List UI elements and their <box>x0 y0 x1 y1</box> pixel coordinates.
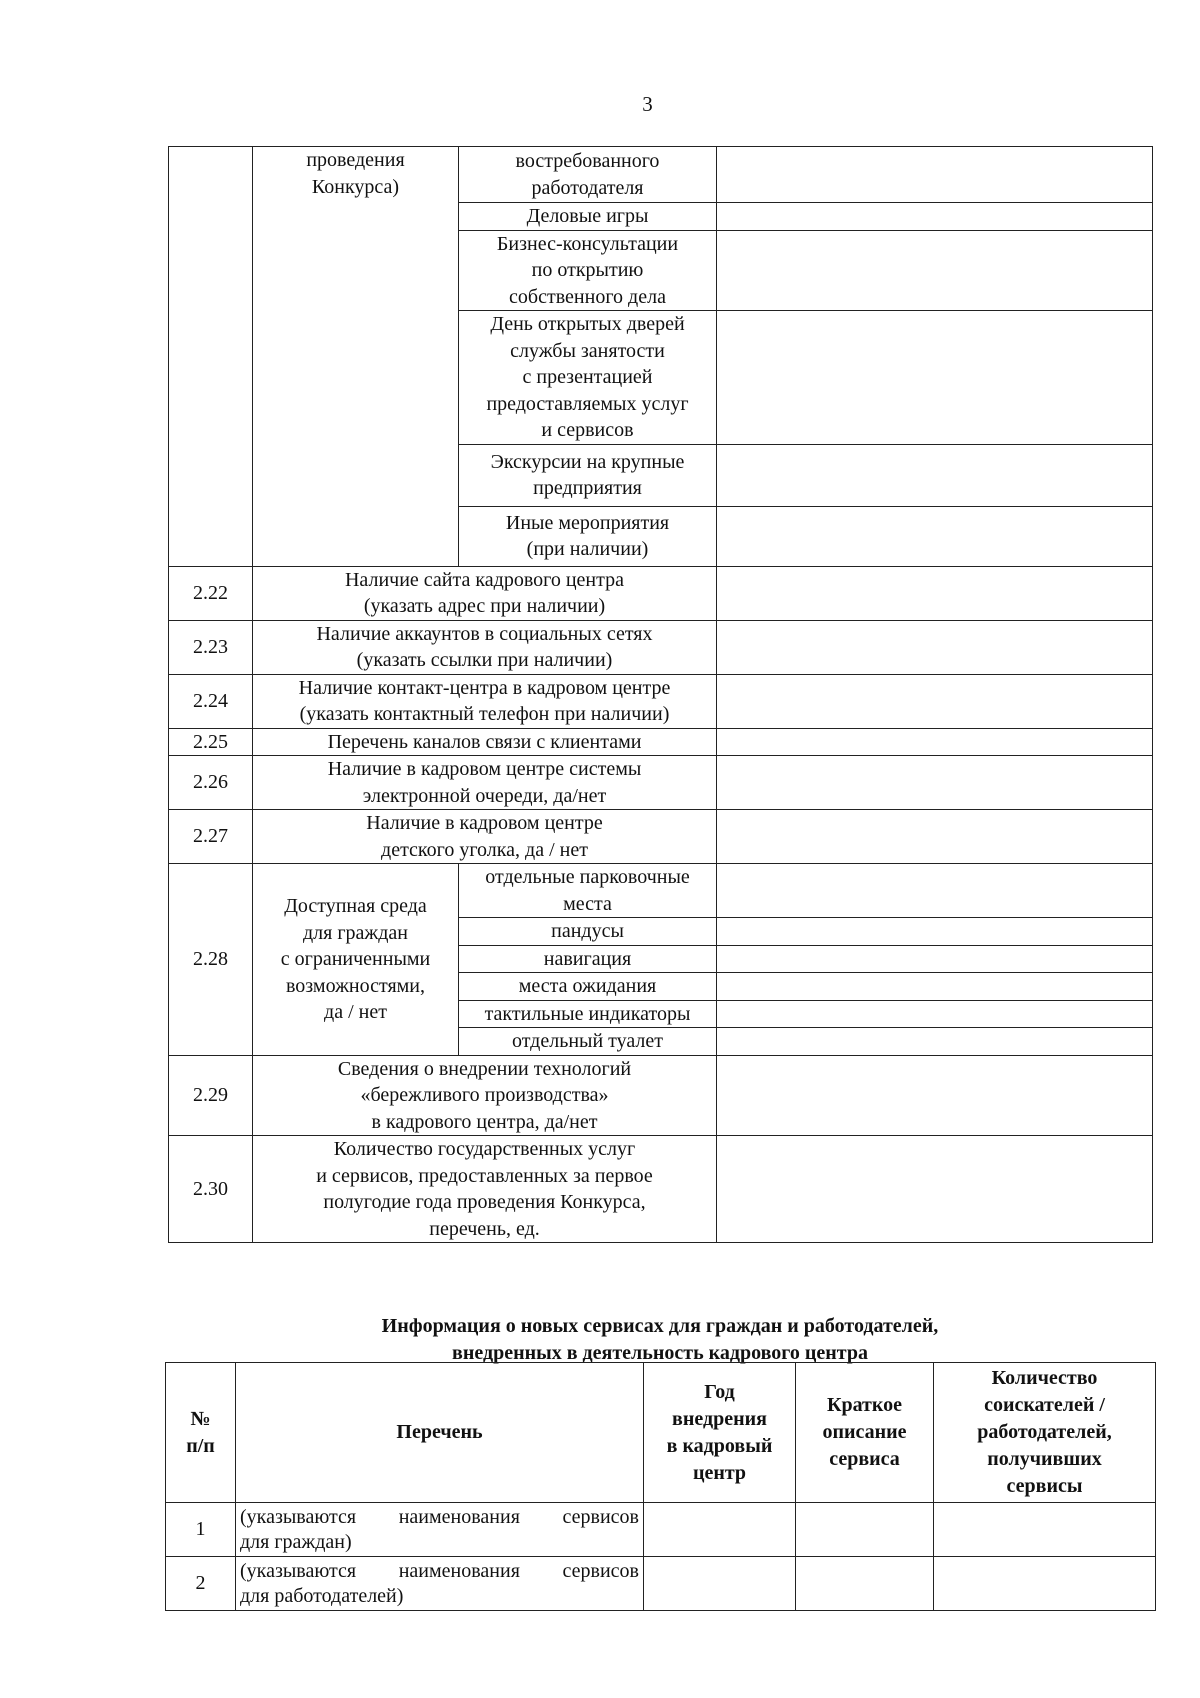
criteria-text: Наличие в кадровом центре детского уголка, да / нет <box>253 810 717 864</box>
value-cell <box>717 147 1153 203</box>
accessibility-label: Доступная среда для граждан с ограниченными возможностями, да / нет <box>253 864 459 1056</box>
header-list: Перечень <box>236 1363 644 1503</box>
event-item: Экскурсии на крупные предприятия <box>459 444 717 506</box>
service-number: 2 <box>166 1557 236 1611</box>
service-name-line: (указываются наименования сервисов <box>240 1559 639 1582</box>
criteria-text: Наличие аккаунтов в социальных сетях (указать ссылки при наличии) <box>253 620 717 674</box>
service-description <box>796 1503 934 1557</box>
criteria-text: Перечень каналов связи с клиентами <box>253 728 717 756</box>
service-number: 1 <box>166 1503 236 1557</box>
value-cell <box>717 728 1153 756</box>
value-cell <box>717 1028 1153 1056</box>
accessibility-item: пандусы <box>459 918 717 946</box>
criteria-row <box>169 1136 1153 1243</box>
criteria-row <box>169 620 1153 674</box>
criteria-row <box>169 728 1153 756</box>
event-item: востребованного работодателя <box>459 147 717 203</box>
row-number: 2.28 <box>169 864 253 1056</box>
row-number: 2.22 <box>169 566 253 620</box>
accessibility-item: отдельные парковочные места <box>459 864 717 918</box>
service-row <box>166 1503 1156 1557</box>
row-number: 2.29 <box>169 1055 253 1136</box>
event-item: Иные мероприятия (при наличии) <box>459 506 717 566</box>
criteria-row <box>169 1055 1153 1136</box>
services-header-row <box>166 1363 1156 1503</box>
row-number: 2.30 <box>169 1136 253 1243</box>
accessibility-row <box>169 864 1153 918</box>
value-cell <box>717 444 1153 506</box>
services-title-text: Информация о новых сервисах для граждан и работодателей, внедренных в деятельность кадрового центра <box>381 1315 939 1364</box>
page-number: 3 <box>642 92 653 116</box>
accessibility-item: тактильные индикаторы <box>459 1000 717 1028</box>
value-cell <box>717 311 1153 445</box>
criteria-row <box>169 674 1153 728</box>
value-cell <box>717 674 1153 728</box>
criteria-text: Наличие контакт-центра в кадровом центре (указать контактный телефон при наличии) <box>253 674 717 728</box>
row-number: 2.25 <box>169 728 253 756</box>
value-cell <box>717 620 1153 674</box>
value-cell <box>717 1136 1153 1243</box>
row-number: 2.23 <box>169 620 253 674</box>
event-item: Бизнес-консультации по открытию собственного дела <box>459 230 717 311</box>
row-number: 2.27 <box>169 810 253 864</box>
value-cell <box>717 945 1153 973</box>
row-number: 2.26 <box>169 756 253 810</box>
services-table <box>165 1362 1156 1611</box>
accessibility-item: навигация <box>459 945 717 973</box>
service-name <box>236 1557 644 1611</box>
service-description <box>796 1557 934 1611</box>
value-cell <box>717 506 1153 566</box>
event-group-label: проведения Конкурса) <box>253 147 459 567</box>
header-description: Краткое описание сервиса <box>796 1363 934 1503</box>
criteria-row <box>169 810 1153 864</box>
criteria-row <box>169 756 1153 810</box>
header-count: Количество соискателей / работодателей, получивших сервисы <box>934 1363 1156 1503</box>
criteria-text: Наличие сайта кадрового центра (указать адрес при наличии) <box>253 566 717 620</box>
service-name-line: для работодателей) <box>240 1584 404 1607</box>
value-cell <box>717 973 1153 1001</box>
service-count <box>934 1557 1156 1611</box>
value-cell <box>717 1055 1153 1136</box>
value-cell <box>717 918 1153 946</box>
value-cell <box>717 1000 1153 1028</box>
service-count <box>934 1503 1156 1557</box>
criteria-text: Наличие в кадровом центре системы электронной очереди, да/нет <box>253 756 717 810</box>
value-cell <box>717 203 1153 231</box>
service-year <box>644 1557 796 1611</box>
criteria-text: Количество государственных услуг и сервисов, предоставленных за первое полугодие года проведения Конкурса, перечень, ед. <box>253 1136 717 1243</box>
service-row <box>166 1557 1156 1611</box>
accessibility-item: отдельный туалет <box>459 1028 717 1056</box>
value-cell <box>717 230 1153 311</box>
criteria-table <box>168 146 1153 1243</box>
event-item: День открытых дверей службы занятости с презентацией предоставляемых услуг и сервисов <box>459 311 717 445</box>
header-year: Год внедрения в кадровый центр <box>644 1363 796 1503</box>
value-cell <box>717 566 1153 620</box>
service-name-line: (указываются наименования сервисов <box>240 1505 639 1528</box>
row-number: 2.24 <box>169 674 253 728</box>
value-cell <box>717 756 1153 810</box>
header-number: № п/п <box>166 1363 236 1503</box>
row-number-cell <box>169 147 253 567</box>
event-item: Деловые игры <box>459 203 717 231</box>
services-section-title <box>168 1313 1152 1367</box>
value-cell <box>717 810 1153 864</box>
value-cell <box>717 864 1153 918</box>
service-name <box>236 1503 644 1557</box>
service-year <box>644 1503 796 1557</box>
criteria-row <box>169 566 1153 620</box>
service-name-line: для граждан) <box>240 1530 352 1553</box>
accessibility-item: места ожидания <box>459 973 717 1001</box>
criteria-text: Сведения о внедрении технологий «бережливого производства» в кадрового центра, да/нет <box>253 1055 717 1136</box>
event-row <box>169 147 1153 203</box>
